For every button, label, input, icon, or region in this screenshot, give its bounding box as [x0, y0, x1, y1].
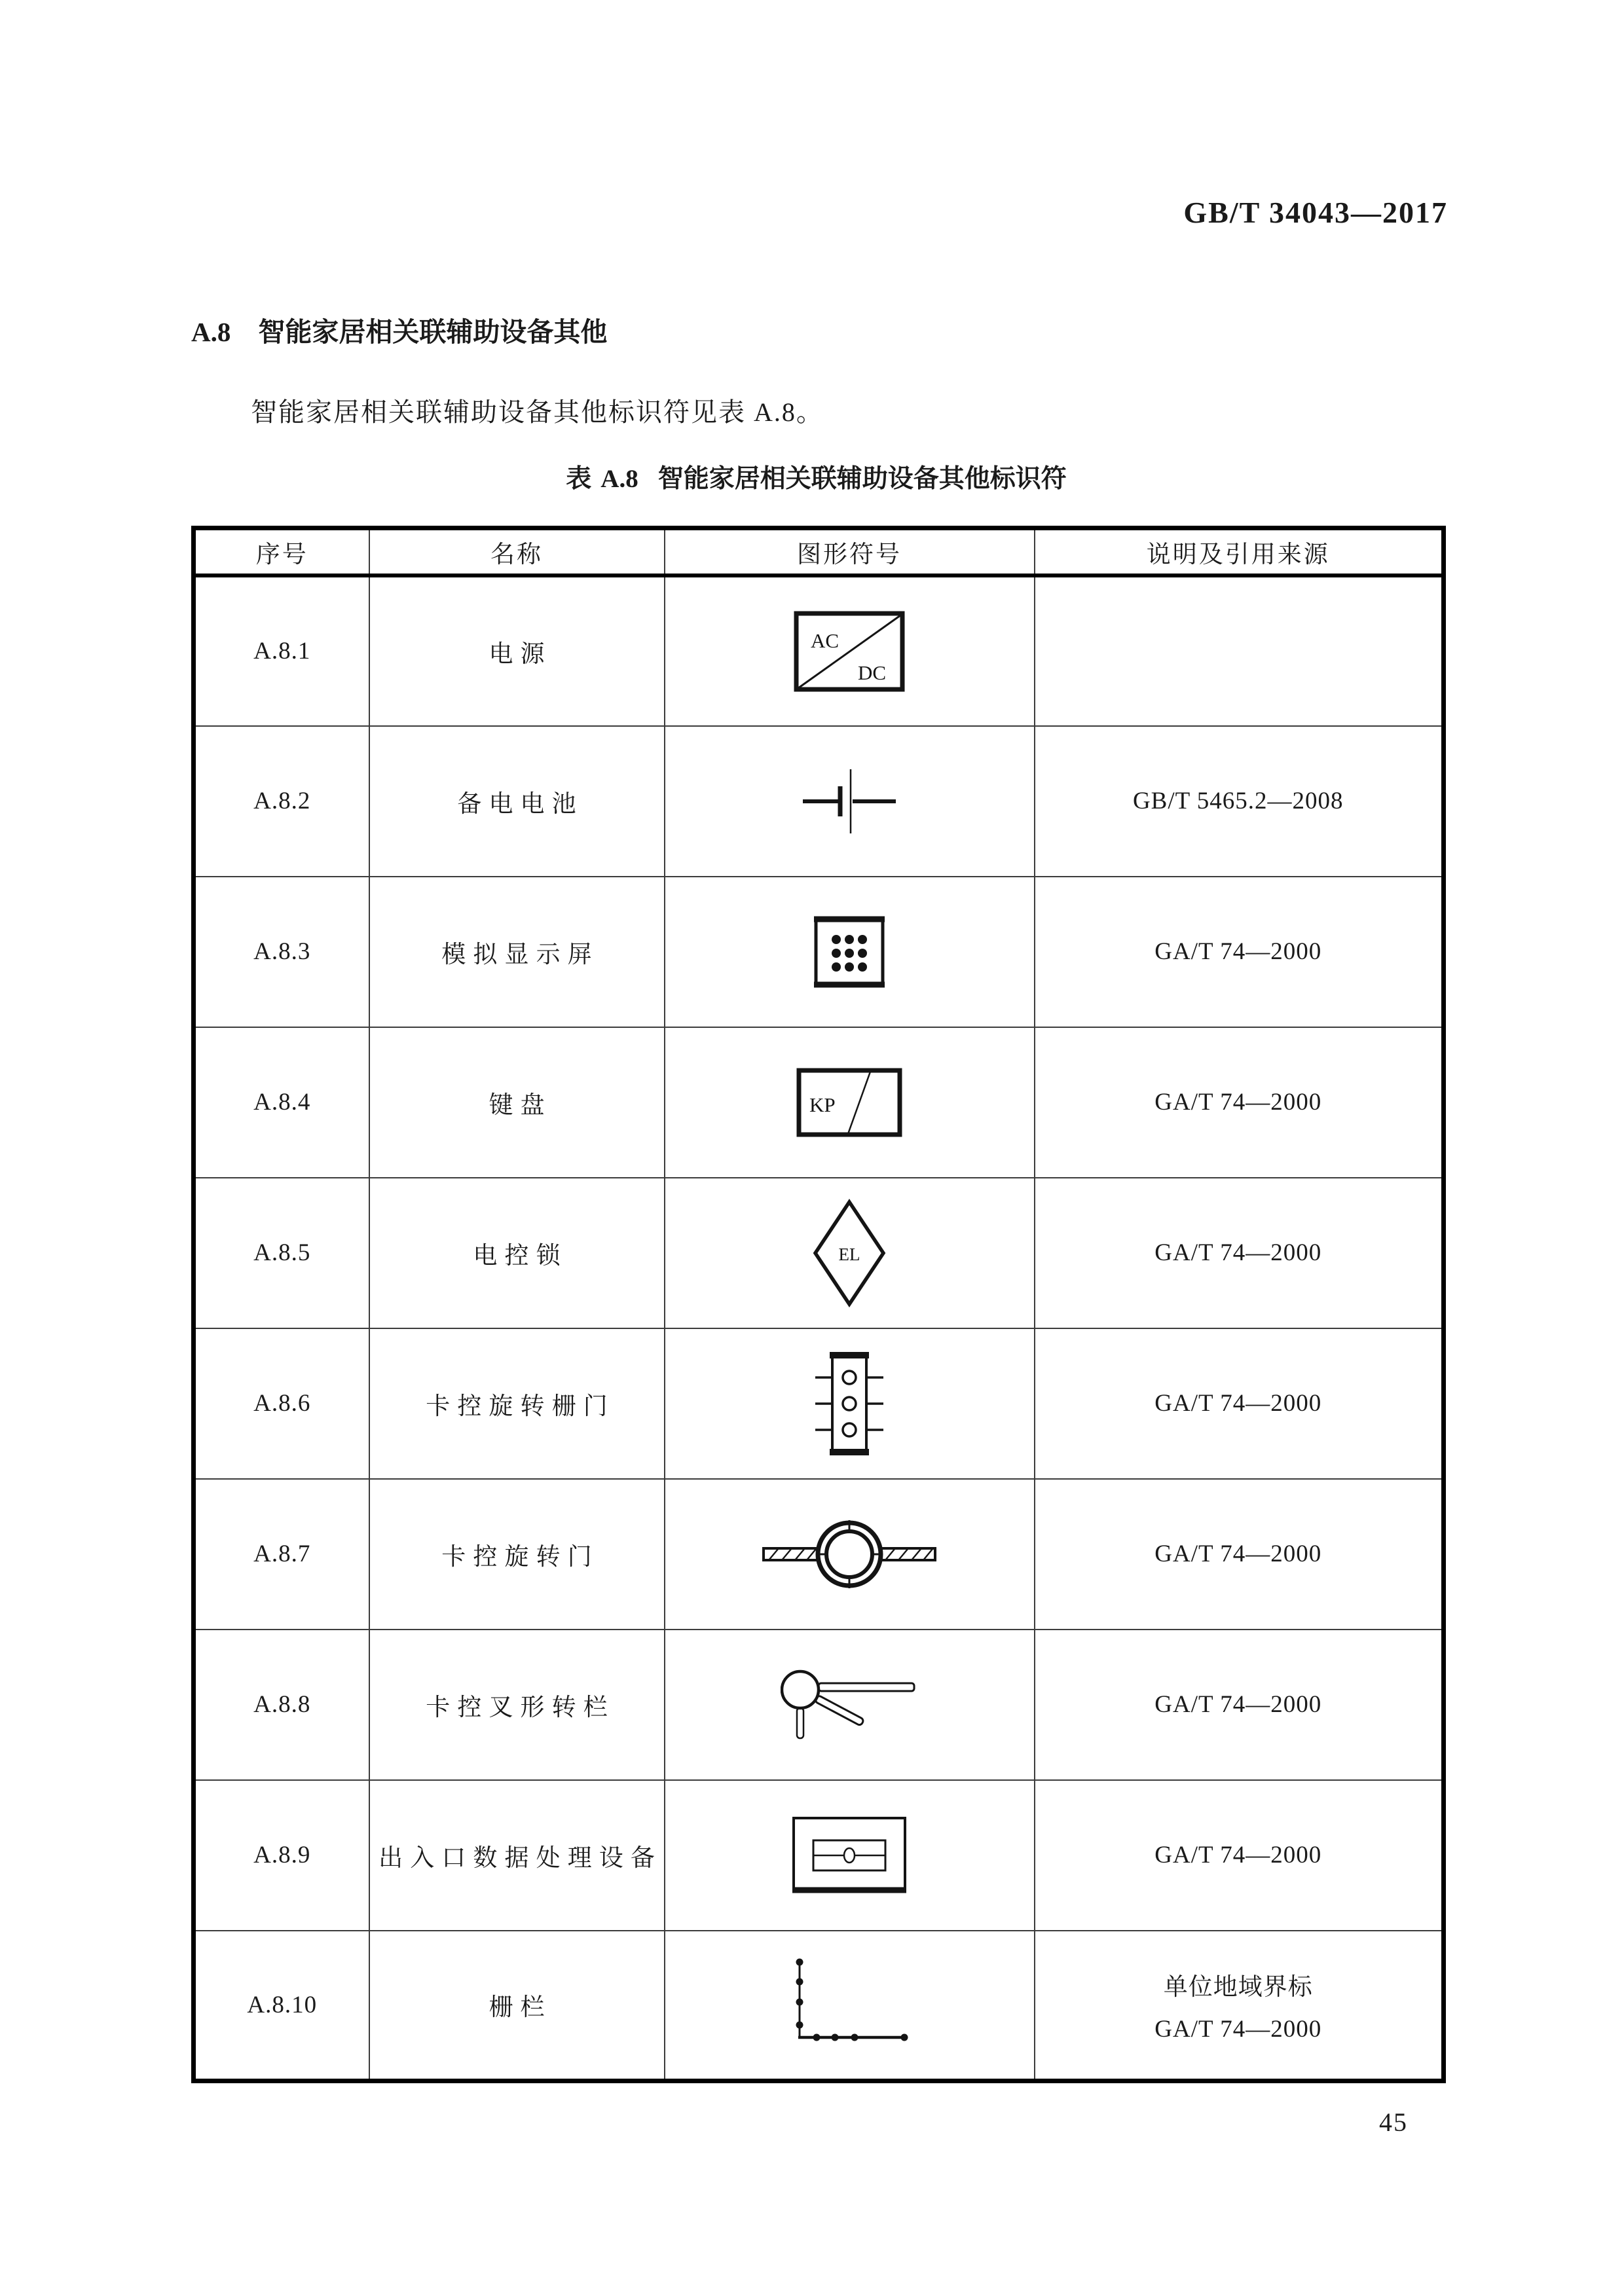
svg-text:AC: AC — [811, 629, 840, 652]
svg-text:EL: EL — [838, 1244, 860, 1264]
source-text: GA/T 74—2000 — [1154, 938, 1322, 965]
source-cell — [1035, 1027, 1444, 1178]
source-text: GA/T 74—2000 — [1154, 1540, 1322, 1567]
name-cell: 卡控旋转栅门 — [369, 1328, 665, 1479]
table-row — [194, 877, 1444, 1027]
table-row — [194, 575, 1444, 726]
serial-cell: A.8.1 — [194, 575, 369, 726]
source-text: GA/T 74—2000 — [1154, 1239, 1322, 1266]
battery-icon — [800, 767, 898, 835]
name-cell: 模拟显示屏 — [369, 877, 665, 1027]
source-text: GA/T 74—2000 — [1154, 1390, 1322, 1417]
serial-cell: A.8.2 — [194, 726, 369, 877]
table-caption — [191, 458, 1441, 495]
table-header-row — [194, 528, 1444, 575]
source-text: GB/T 5465.2—2008 — [1132, 788, 1344, 814]
serial-cell: A.8.7 — [194, 1479, 369, 1630]
name-cell: 卡控叉形转栏 — [369, 1630, 665, 1780]
source-text: GA/T 74—2000 — [1154, 1842, 1322, 1868]
standard-number: GB/T 34043—2017 — [1183, 196, 1448, 229]
serial-cell: A.8.9 — [194, 1780, 369, 1931]
symbol-cell — [665, 1630, 1035, 1780]
keypad-icon — [796, 1067, 903, 1138]
name-cell: 备电电池 — [369, 726, 665, 877]
symbol-table — [191, 526, 1446, 2083]
symbol-cell — [665, 726, 1035, 877]
symbol-cell — [665, 575, 1035, 726]
ac-dc-power-icon — [793, 610, 906, 693]
name-cell: 栅栏 — [369, 1931, 665, 2081]
symbol-cell — [665, 877, 1035, 1027]
symbol-cell — [665, 1479, 1035, 1630]
section-title: 智能家居相关联辅助设备其他 — [258, 317, 608, 347]
column-header-name: 名称 — [369, 528, 665, 575]
page-number: 45 — [1379, 2107, 1408, 2137]
source-text: 单位地域界标 — [1163, 1973, 1313, 2001]
source-cell — [1035, 1931, 1444, 2081]
table-caption-title: 智能家居相关联辅助设备其他标识符 — [657, 465, 1067, 493]
table-caption-label: 表 — [566, 465, 592, 493]
svg-text:KP: KP — [809, 1093, 836, 1116]
source-cell — [1035, 1479, 1444, 1630]
data-processor-icon — [790, 1815, 908, 1896]
serial-cell: A.8.3 — [194, 877, 369, 1027]
electric-lock-icon — [811, 1198, 887, 1308]
source-text: GA/T 74—2000 — [1154, 1691, 1322, 1718]
name-cell: 卡控旋转门 — [369, 1479, 665, 1630]
table-row — [194, 1630, 1444, 1780]
table-row — [194, 1479, 1444, 1630]
source-text: GA/T 74—2000 — [1154, 1089, 1322, 1116]
symbol-cell — [665, 1780, 1035, 1931]
name-cell: 电控锁 — [369, 1178, 665, 1328]
serial-cell: A.8.8 — [194, 1630, 369, 1780]
name-cell: 键盘 — [369, 1027, 665, 1178]
symbol-cell — [665, 1931, 1035, 2081]
turnstile-gate-icon — [813, 1350, 886, 1457]
svg-text:DC: DC — [858, 661, 887, 684]
section-number: A.8 — [191, 317, 231, 347]
revolving-door-icon — [762, 1518, 936, 1591]
source-cell — [1035, 1178, 1444, 1328]
column-header-symbol: 图形符号 — [665, 528, 1035, 575]
symbol-cell — [665, 1178, 1035, 1328]
tripod-turnstile-icon — [781, 1667, 918, 1742]
table-row — [194, 1328, 1444, 1479]
serial-cell: A.8.6 — [194, 1328, 369, 1479]
source-cell — [1035, 726, 1444, 877]
symbol-cell — [665, 1328, 1035, 1479]
table-row — [194, 1027, 1444, 1178]
section-heading — [191, 310, 607, 349]
serial-cell: A.8.5 — [194, 1178, 369, 1328]
table-row — [194, 1931, 1444, 2081]
column-header-source: 说明及引用来源 — [1035, 528, 1444, 575]
intro-paragraph: 智能家居相关联辅助设备其他标识符见表 A.8。 — [251, 397, 824, 427]
serial-cell: A.8.10 — [194, 1931, 369, 2081]
symbol-cell — [665, 1027, 1035, 1178]
source-cell — [1035, 575, 1444, 726]
table-row — [194, 1178, 1444, 1328]
column-header-serial: 序号 — [194, 528, 369, 575]
serial-cell: A.8.4 — [194, 1027, 369, 1178]
fence-icon — [789, 1956, 910, 2054]
source-cell — [1035, 877, 1444, 1027]
source-cell — [1035, 1328, 1444, 1479]
display-screen-icon — [813, 915, 886, 989]
source-cell — [1035, 1780, 1444, 1931]
table-body — [194, 575, 1444, 2081]
source-text: GA/T 74—2000 — [1154, 2015, 1322, 2043]
table-row — [194, 726, 1444, 877]
name-cell: 电源 — [369, 575, 665, 726]
table-row — [194, 1780, 1444, 1931]
source-cell — [1035, 1630, 1444, 1780]
table-caption-number: A.8 — [600, 465, 638, 493]
name-cell: 出入口数据处理设备 — [369, 1780, 665, 1931]
